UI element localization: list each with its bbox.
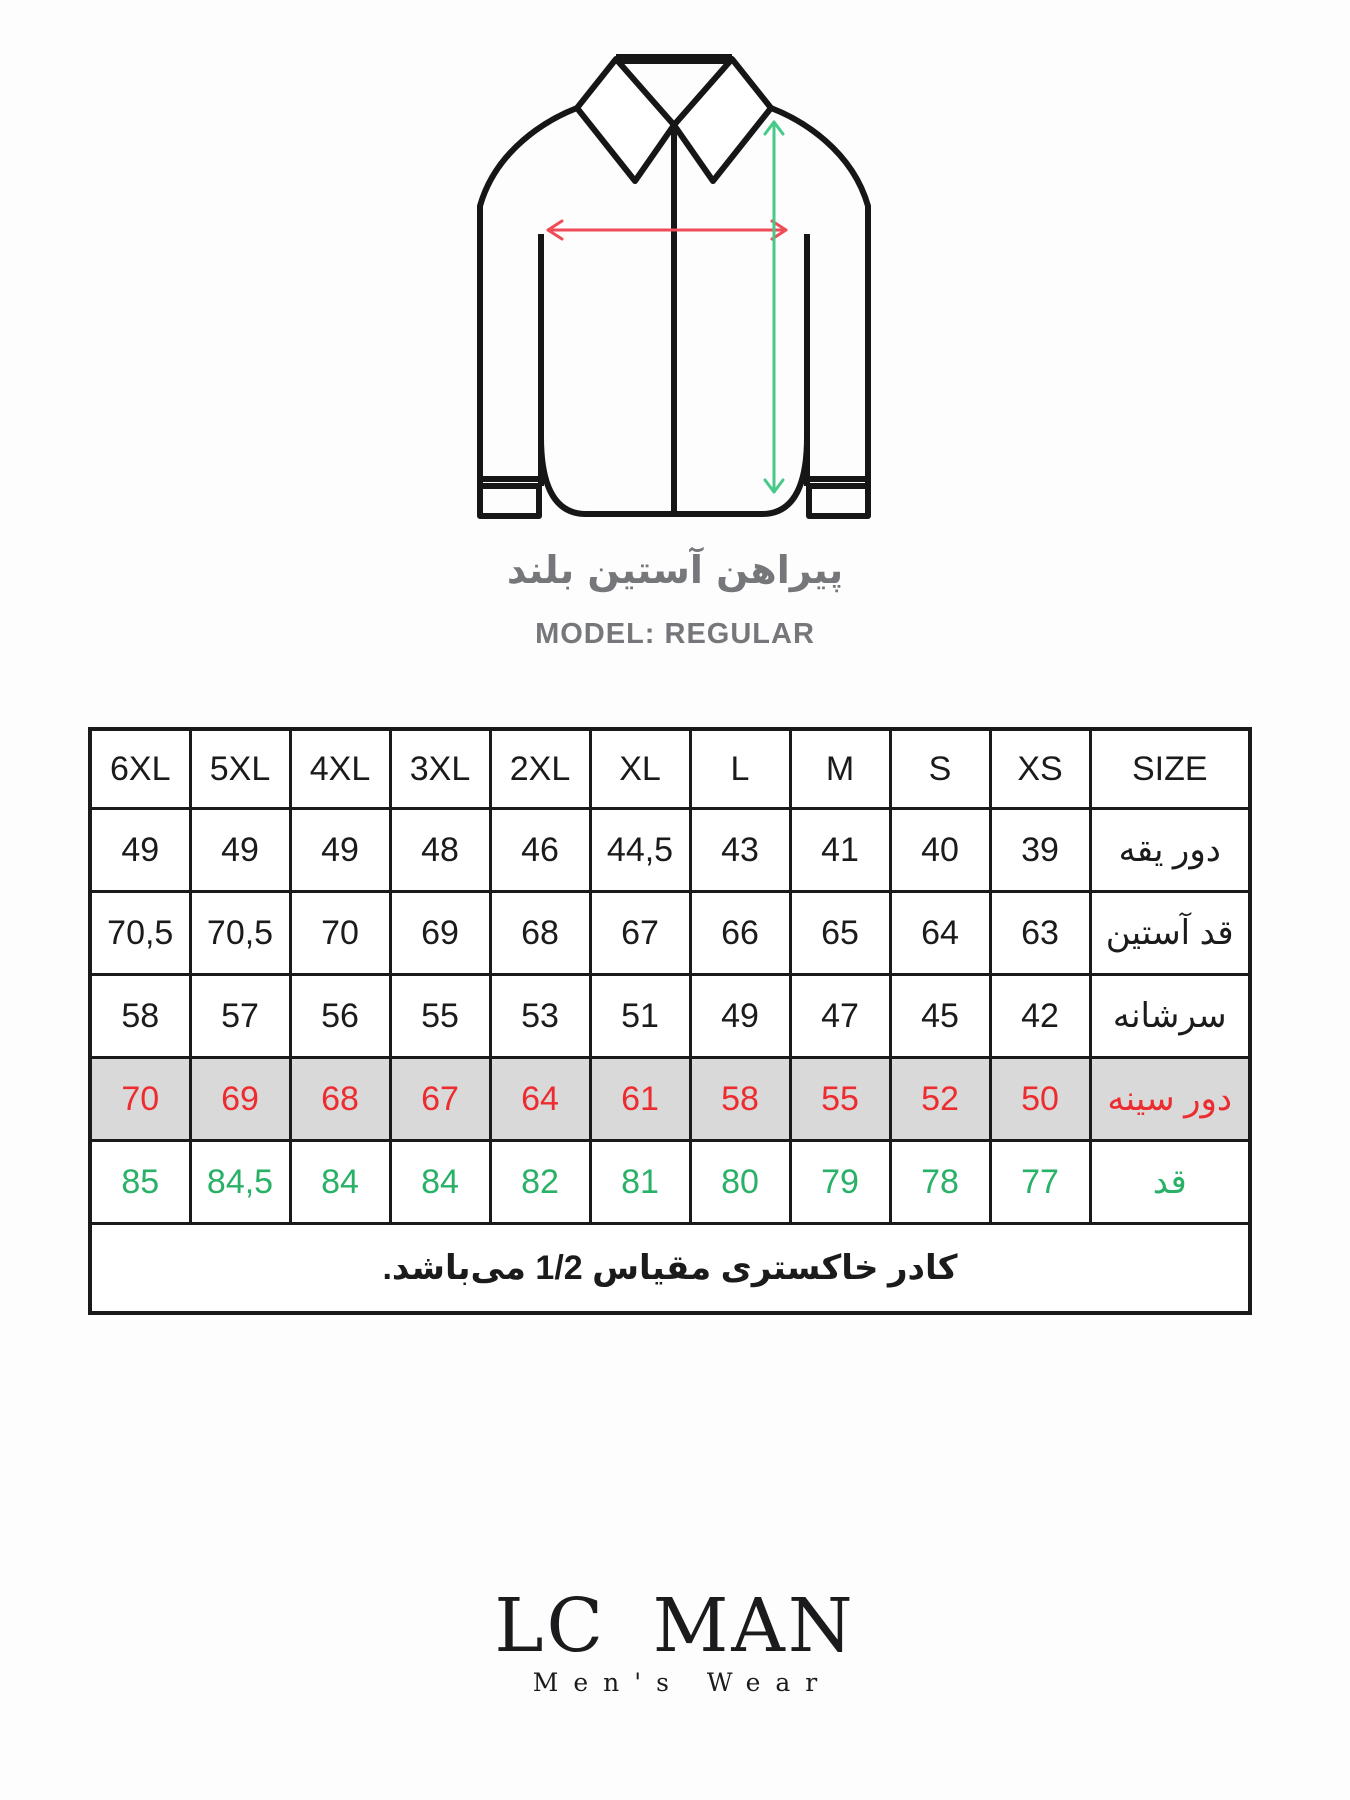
measure-cell: 43	[690, 809, 790, 892]
measure-cell: 45	[890, 975, 990, 1058]
measure-cell: 49	[190, 809, 290, 892]
shirt-drawing	[474, 52, 874, 524]
measure-label: دور سینه	[1090, 1058, 1250, 1141]
measure-cell: 77	[990, 1141, 1090, 1224]
brand-tagline: Men's Wear	[532, 1668, 833, 1697]
measure-cell: 55	[390, 975, 490, 1058]
measure-cell: 47	[790, 975, 890, 1058]
garment-title: پیراهن آستین بلند	[506, 548, 844, 592]
left-shoulder-sleeve	[480, 108, 577, 486]
measure-cell: 42	[990, 975, 1090, 1058]
measure-cell: 49	[90, 809, 190, 892]
measure-cell: 68	[490, 892, 590, 975]
measure-row	[90, 1141, 1250, 1224]
measure-cell: 63	[990, 892, 1090, 975]
scale-note: کادر خاکستری مقیاس 1/2 می‌باشد.	[90, 1224, 1250, 1314]
measure-cell: 55	[790, 1058, 890, 1141]
measure-row	[90, 1058, 1250, 1141]
measure-cell: 79	[790, 1141, 890, 1224]
measure-cell: 70	[290, 892, 390, 975]
model-label: MODEL: REGULAR	[535, 618, 815, 650]
collar-right-leaf	[674, 59, 771, 181]
measure-label: دور یقه	[1090, 809, 1250, 892]
measure-row	[90, 975, 1250, 1058]
measure-cell: 64	[890, 892, 990, 975]
size-table	[88, 727, 1252, 1315]
measure-cell: 70,5	[90, 892, 190, 975]
size-header-cell: 3XL	[390, 729, 490, 809]
measure-cell: 61	[590, 1058, 690, 1141]
measure-cell: 82	[490, 1141, 590, 1224]
right-cuff	[809, 486, 868, 516]
measure-cell: 51	[590, 975, 690, 1058]
measure-cell: 84	[390, 1141, 490, 1224]
measure-cell: 65	[790, 892, 890, 975]
measure-cell: 46	[490, 809, 590, 892]
chest-measure-arrow	[548, 221, 786, 239]
measure-cell: 84	[290, 1141, 390, 1224]
size-header-cell: 5XL	[190, 729, 290, 809]
measure-cell: 67	[390, 1058, 490, 1141]
measure-row	[90, 892, 1250, 975]
measure-cell: 67	[590, 892, 690, 975]
measure-cell: 68	[290, 1058, 390, 1141]
size-header-cell: S	[890, 729, 990, 809]
measure-label: سرشانه	[1090, 975, 1250, 1058]
size-header-cell: XS	[990, 729, 1090, 809]
size-header-cell: 2XL	[490, 729, 590, 809]
measure-row	[90, 809, 1250, 892]
measure-cell: 69	[190, 1058, 290, 1141]
measure-cell: 84,5	[190, 1141, 290, 1224]
size-header-cell: 4XL	[290, 729, 390, 809]
measure-cell: 66	[690, 892, 790, 975]
measure-cell: 39	[990, 809, 1090, 892]
shirt-diagram	[474, 52, 874, 524]
measure-cell: 80	[690, 1141, 790, 1224]
collar-left-leaf	[577, 59, 674, 181]
measure-cell: 57	[190, 975, 290, 1058]
measure-label: قد آستین	[1090, 892, 1250, 975]
measure-cell: 58	[690, 1058, 790, 1141]
measure-cell: 50	[990, 1058, 1090, 1141]
measure-cell: 85	[90, 1141, 190, 1224]
size-header-cell: L	[690, 729, 790, 809]
right-shoulder-sleeve	[771, 108, 868, 486]
brand-logo: LC MAN	[494, 1583, 856, 1669]
measure-cell: 40	[890, 809, 990, 892]
measure-cell: 56	[290, 975, 390, 1058]
measure-cell: 41	[790, 809, 890, 892]
measure-cell: 53	[490, 975, 590, 1058]
size-header-row	[90, 729, 1250, 809]
measure-cell: 49	[690, 975, 790, 1058]
size-header-cell: 6XL	[90, 729, 190, 809]
size-header-cell: M	[790, 729, 890, 809]
note-row	[90, 1224, 1250, 1314]
size-column-title: SIZE	[1090, 729, 1250, 809]
measure-cell: 70	[90, 1058, 190, 1141]
measure-cell: 78	[890, 1141, 990, 1224]
measure-cell: 70,5	[190, 892, 290, 975]
measure-cell: 44,5	[590, 809, 690, 892]
size-header-cell: XL	[590, 729, 690, 809]
measure-cell: 58	[90, 975, 190, 1058]
left-cuff	[480, 486, 539, 516]
brand-footer	[0, 1583, 1350, 1698]
measure-cell: 48	[390, 809, 490, 892]
length-measure-arrow	[765, 122, 783, 492]
measure-cell: 52	[890, 1058, 990, 1141]
measure-cell: 49	[290, 809, 390, 892]
measure-cell: 81	[590, 1141, 690, 1224]
measure-cell: 69	[390, 892, 490, 975]
measure-cell: 64	[490, 1058, 590, 1141]
shirt-outline	[480, 59, 868, 516]
measure-label: قد	[1090, 1141, 1250, 1224]
